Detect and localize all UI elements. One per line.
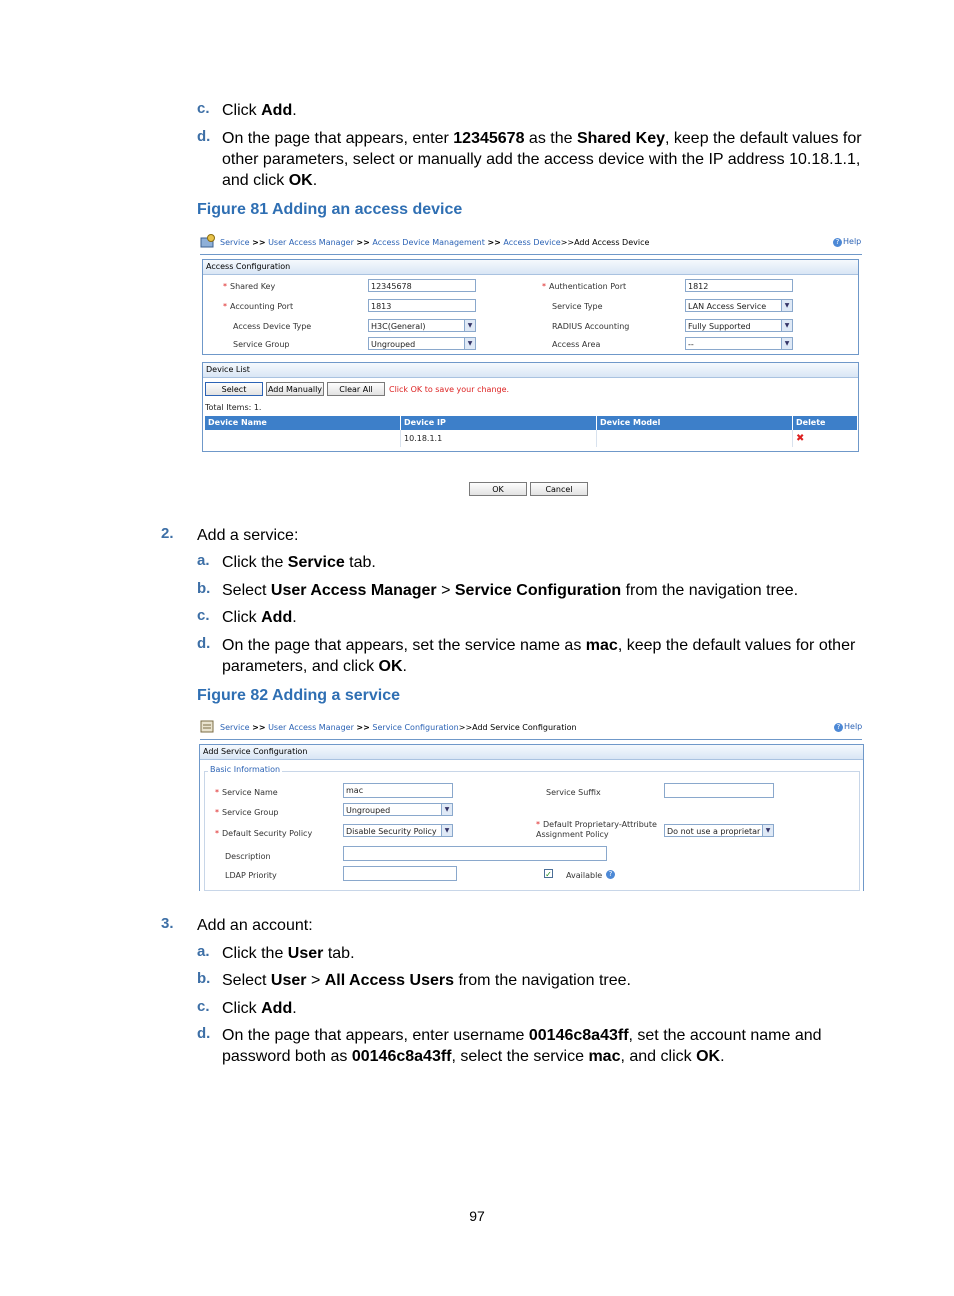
select-button[interactable]: Select [205, 382, 263, 396]
step-marker: 2. [161, 525, 174, 542]
device-model-cell [597, 430, 793, 447]
breadcrumb: Service >> User Access Manager >> Service Configuration>>Add Service Configuration [220, 723, 577, 732]
add-service-configuration-panel: Add Service Configuration Basic Information * Service Name mac Service Suffix * Service Group Ungrouped ▼ * Default Security Policy Disable Security Policy ▼ * Default Proprietary-Attribute Assignment Policy Do not use a proprietar ▼ Description LDAP Priority ✓ Available ? [199, 744, 864, 891]
step-marker: c. [197, 998, 210, 1015]
device-ip-cell: 10.18.1.1 [401, 430, 597, 447]
chevron-down-icon: ▼ [781, 320, 792, 331]
accounting-port-input[interactable]: 1813 [368, 299, 476, 312]
description-label: Description [225, 852, 271, 861]
help-link[interactable]: ? Help [834, 722, 862, 732]
service-group-select[interactable]: Ungrouped ▼ [368, 337, 476, 350]
service-suffix-label: Service Suffix [546, 788, 601, 797]
radius-accounting-select[interactable]: Fully Supported ▼ [685, 319, 793, 332]
step-marker: a. [197, 943, 210, 960]
breadcrumb-link[interactable]: User Access Manager [268, 238, 354, 247]
step-text: Click the Service tab. [222, 554, 376, 571]
step-marker: a. [197, 552, 210, 569]
step-marker: 3. [161, 915, 174, 932]
step-marker: d. [197, 635, 211, 652]
description-input[interactable] [343, 846, 607, 861]
step-marker: d. [197, 128, 211, 145]
panel-title: Device List [203, 363, 858, 378]
column-header: Delete [793, 416, 857, 430]
step-text: Click Add. [222, 1000, 297, 1017]
divider [200, 739, 862, 740]
clear-all-button[interactable]: Clear All [327, 382, 385, 396]
panel-title: Access Configuration [203, 260, 858, 275]
service-type-select[interactable]: LAN Access Service ▼ [685, 299, 793, 312]
step-text: On the page that appears, enter 12345678 as the Shared Key, keep the default values for other parameters, select or manually add the access device with the IP address 10.18.1.1, and click OK. [222, 130, 862, 189]
group-legend: Basic Information [210, 765, 281, 774]
breadcrumb-link[interactable]: Access Device [503, 238, 561, 247]
radius-accounting-label: RADIUS Accounting [552, 322, 630, 331]
service-group-label: * Service Group [215, 808, 279, 817]
figure-caption: Figure 82 Adding a service [197, 687, 401, 704]
step-marker: b. [197, 580, 211, 597]
chevron-down-icon: ▼ [781, 300, 792, 311]
step-text: Add an account: [197, 917, 313, 934]
service-name-input[interactable]: mac [343, 783, 453, 798]
step-text: Click Add. [222, 609, 297, 626]
step-marker: c. [197, 100, 210, 117]
chevron-down-icon: ▼ [464, 338, 475, 349]
chevron-down-icon: ▼ [762, 825, 773, 836]
access-device-type-select[interactable]: H3C(General) ▼ [368, 319, 476, 332]
column-header[interactable]: Device Name [205, 416, 401, 430]
add-manually-button[interactable]: Add Manually [266, 382, 324, 396]
chevron-down-icon: ▼ [781, 338, 792, 349]
chevron-down-icon: ▼ [441, 825, 452, 836]
proprietary-policy-label: * Default Proprietary-Attribute Assignment Policy [536, 820, 657, 839]
step-text: On the page that appears, enter username 00146c8a43ff, set the account name and password both as 00146c8a43ff, select the service mac, and click OK. [222, 1027, 822, 1065]
step-marker: b. [197, 970, 211, 987]
security-policy-label: * Default Security Policy [215, 829, 313, 838]
device-name-cell [205, 430, 401, 447]
column-header[interactable]: Device Model [597, 416, 793, 430]
access-area-label: Access Area [552, 340, 601, 349]
breadcrumb-link[interactable]: User Access Manager [268, 723, 354, 732]
step-marker: d. [197, 1025, 211, 1042]
chevron-down-icon: ▼ [441, 804, 452, 815]
panel-title: Add Service Configuration [200, 745, 863, 760]
step-text: On the page that appears, set the service name as mac, keep the default values for other parameters, and click OK. [222, 637, 856, 675]
step-text: Select User Access Manager > Service Configuration from the navigation tree. [222, 582, 799, 599]
help-icon: ? [833, 238, 842, 247]
breadcrumb-current: >>Add Service Configuration [458, 723, 577, 732]
figure-caption: Figure 81 Adding an access device [197, 201, 463, 218]
cancel-button[interactable]: Cancel [530, 482, 588, 496]
device-list-panel [202, 362, 859, 452]
chevron-down-icon: ▼ [464, 320, 475, 331]
shared-key-input[interactable]: 12345678 [368, 279, 476, 292]
delete-icon[interactable]: ✖ [796, 433, 805, 444]
divider [200, 254, 862, 255]
access-device-type-label: Access Device Type [233, 322, 312, 331]
proprietary-policy-select[interactable]: Do not use a proprietar ▼ [664, 824, 774, 837]
breadcrumb-link[interactable]: Service Configuration [372, 723, 459, 732]
breadcrumb: Service >> User Access Manager >> Access Device Management >> Access Device>>Add Access Device [220, 238, 650, 247]
breadcrumb-link[interactable]: Access Device Management [372, 238, 485, 247]
breadcrumb-link[interactable]: Service [220, 238, 250, 247]
ldap-priority-label: LDAP Priority [225, 871, 277, 880]
service-group-label: Service Group [233, 340, 290, 349]
ok-button[interactable]: OK [469, 482, 527, 496]
access-area-select[interactable]: -- ▼ [685, 337, 793, 350]
shared-key-label: * Shared Key [223, 282, 276, 291]
help-link[interactable]: ? Help [833, 237, 861, 247]
ldap-priority-input[interactable] [343, 866, 457, 881]
column-header[interactable]: Device IP [401, 416, 597, 430]
breadcrumb-link[interactable]: Service [220, 723, 250, 732]
auth-port-label: * Authentication Port [542, 282, 627, 291]
screenshot-add-service [198, 715, 864, 891]
help-icon: ? [834, 723, 843, 732]
accounting-port-label: * Accounting Port [223, 302, 294, 311]
step-text: Add a service: [197, 527, 299, 544]
available-checkbox[interactable]: ✓ [545, 870, 552, 879]
service-group-select[interactable]: Ungrouped ▼ [343, 803, 453, 816]
auth-port-input[interactable]: 1812 [685, 279, 793, 292]
step-text: Select User > All Access Users from the navigation tree. [222, 972, 631, 989]
page-number: 97 [469, 1208, 485, 1224]
service-name-label: * Service Name [215, 788, 278, 797]
breadcrumb-current: >>Add Access Device [560, 238, 650, 247]
step-marker: c. [197, 607, 210, 624]
access-configuration-panel [202, 259, 859, 355]
total-items: Total Items: 1. [205, 403, 262, 412]
save-hint: Click OK to save your change. [389, 385, 510, 394]
service-icon [200, 719, 216, 733]
security-policy-select[interactable]: Disable Security Policy ▼ [343, 824, 453, 837]
step-text: Click the User tab. [222, 945, 355, 962]
step-text: Click Add. [222, 102, 297, 119]
available-label: Available [566, 871, 603, 880]
service-type-label: Service Type [552, 302, 603, 311]
screenshot-add-access-device [198, 230, 864, 500]
service-icon [200, 234, 216, 248]
service-suffix-input[interactable] [664, 783, 774, 798]
